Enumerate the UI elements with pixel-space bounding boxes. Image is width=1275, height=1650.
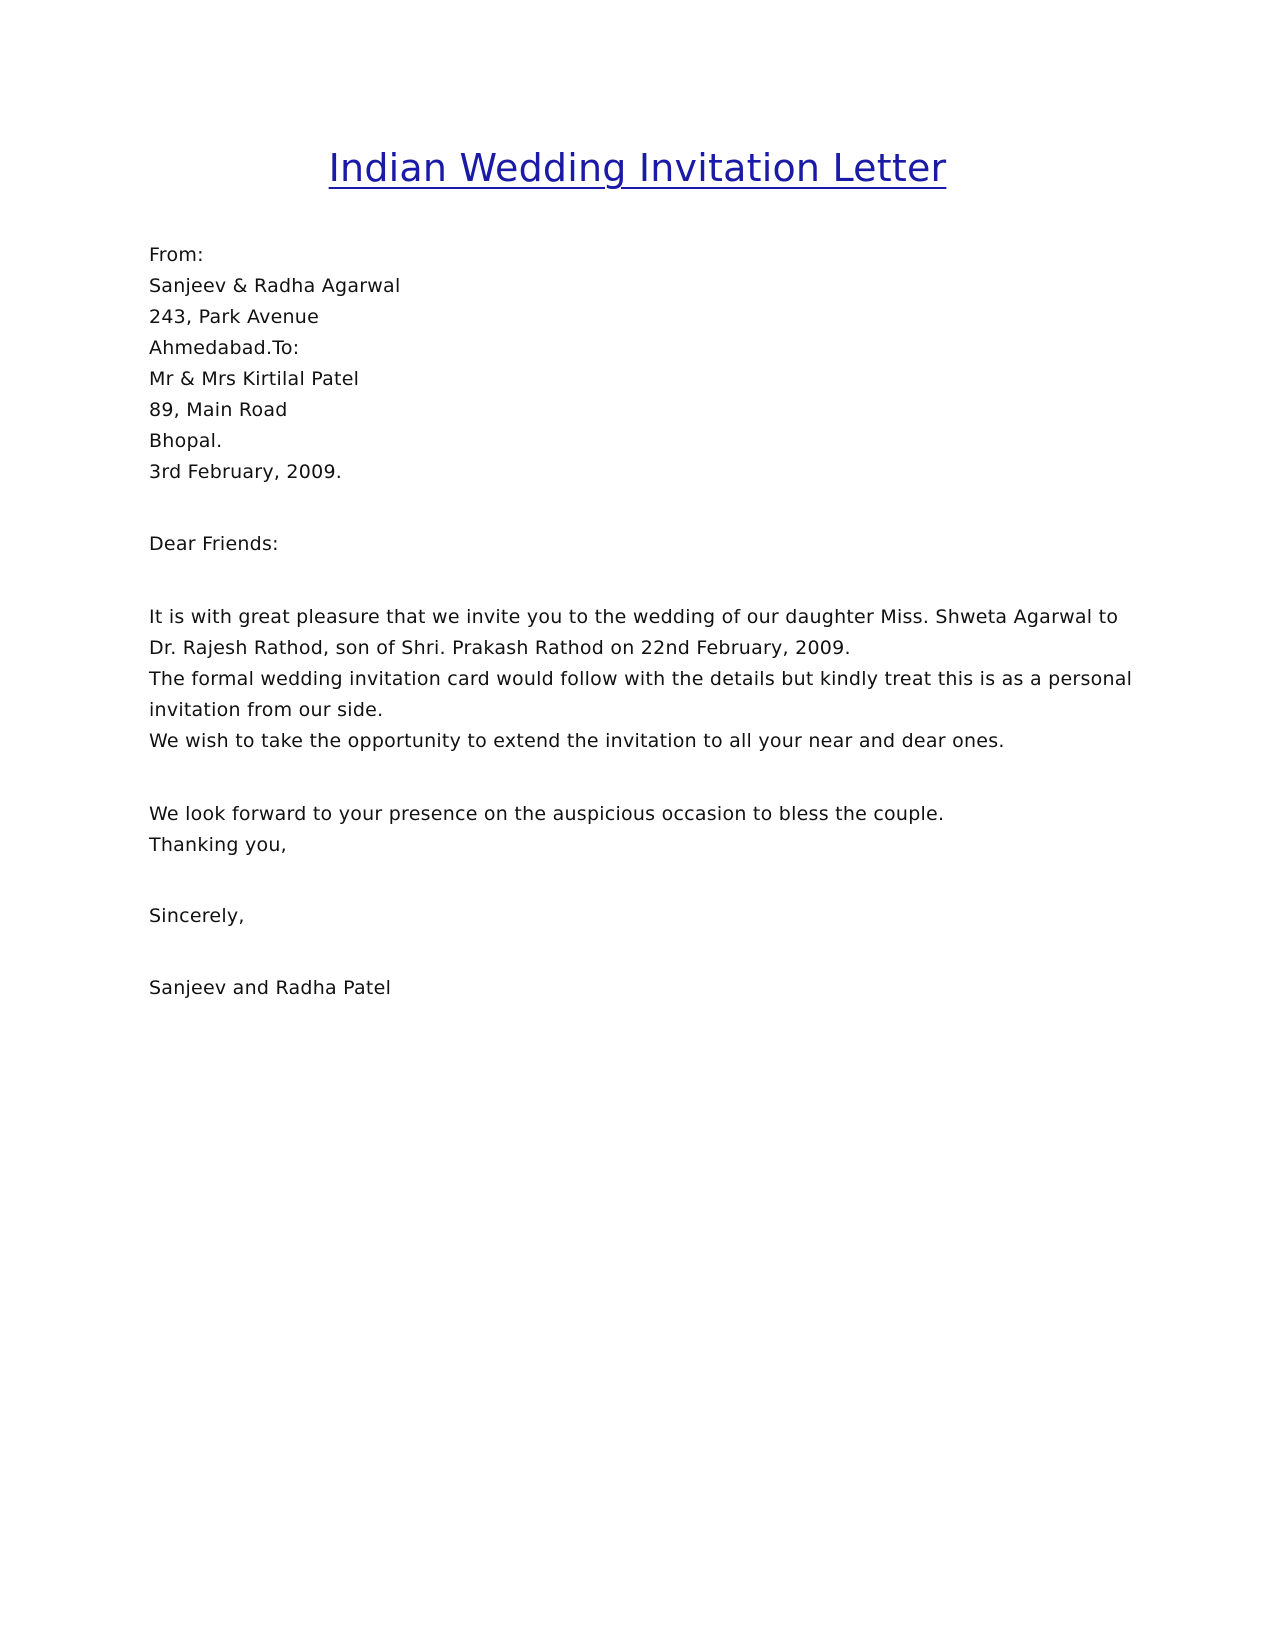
body-line: Dr. Rajesh Rathod, son of Shri. Prakash Rathod on 22nd February, 2009. bbox=[149, 637, 851, 659]
body-line: It is with great pleasure that we invite you to the wedding of our daughter Miss. Shweta Agarwal to bbox=[149, 606, 1119, 628]
sender-address: 243, Park Avenue bbox=[149, 306, 320, 328]
sender-name: Sanjeev & Radha Agarwal bbox=[149, 275, 401, 297]
recipient-city: Bhopal. bbox=[149, 430, 223, 452]
closing-line: Thanking you, bbox=[149, 834, 287, 856]
recipient-name: Mr & Mrs Kirtilal Patel bbox=[149, 368, 360, 390]
closing-line: We look forward to your presence on the auspicious occasion to bless the couple. bbox=[149, 803, 945, 825]
signoff: Sincerely, bbox=[149, 905, 245, 927]
signature-name: Sanjeev and Radha Patel bbox=[149, 977, 392, 999]
body-line: We wish to take the opportunity to extend the invitation to all your near and dear ones. bbox=[149, 730, 1005, 752]
recipient-address: 89, Main Road bbox=[149, 399, 288, 421]
from-label: From: bbox=[149, 244, 204, 266]
sender-city-to: Ahmedabad.To: bbox=[149, 337, 300, 359]
letter-date: 3rd February, 2009. bbox=[149, 461, 343, 483]
body-line: The formal wedding invitation card would follow with the details but kindly treat this is as a personal bbox=[149, 668, 1133, 690]
body-line: invitation from our side. bbox=[149, 699, 384, 721]
salutation: Dear Friends: bbox=[149, 533, 279, 555]
page-title[interactable]: Indian Wedding Invitation Letter bbox=[328, 146, 947, 190]
